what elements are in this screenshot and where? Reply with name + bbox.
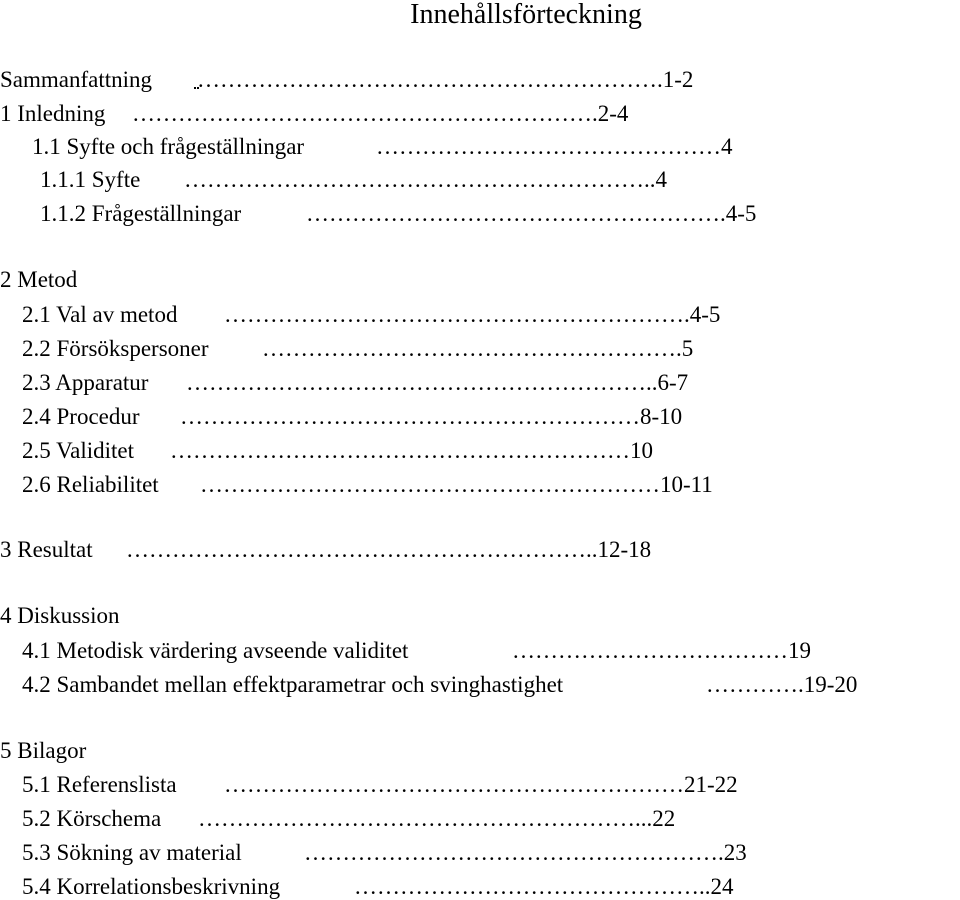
toc-entry-page: 5 [681, 336, 694, 361]
toc-entry-leader: ……………………………………………………..12-18 [126, 537, 652, 562]
toc-entry-2-1[interactable] [22, 302, 177, 328]
toc-entry-page: 8-10 [640, 404, 683, 429]
toc-entry-page: 1-2 [662, 67, 694, 92]
toc-entry-metod[interactable] [0, 267, 77, 293]
toc-entry-page: 2-4 [597, 101, 629, 126]
toc-entry-1-1[interactable] [32, 134, 304, 160]
toc-entry-leader: ……………………………………………………10 [170, 438, 653, 463]
toc-entry-2-3[interactable] [22, 370, 148, 396]
toc-entry-5-1[interactable] [22, 772, 177, 798]
toc-entry-leader: ………………………………………4 [376, 134, 733, 159]
page-title: Innehållsförteckning [410, 0, 642, 30]
toc-entry-label: 1.1.2 Frågeställningar [40, 201, 242, 226]
toc-entry-2-6[interactable] [22, 472, 159, 498]
toc-entry-diskussion[interactable] [0, 603, 120, 629]
toc-entry-inledning[interactable] [0, 101, 105, 127]
toc-entry-leader: ………………………………………..24 [354, 874, 734, 899]
toc-entry-page: 22 [652, 806, 676, 831]
toc-entry-label: 1.1.1 Syfte [40, 167, 141, 192]
toc-entry-4-1[interactable] [22, 638, 408, 664]
toc-entry-2-2[interactable] [22, 336, 209, 362]
toc-entry-page: 19-20 [803, 672, 858, 697]
toc-entry-leader: …………………………………………………….4-5 [224, 302, 721, 327]
toc-entry-label: 5.3 Sökning av material [22, 840, 242, 865]
toc-entry-1-1-1[interactable] [40, 167, 140, 193]
toc-entry-leader: ……………………………………………………8-10 [180, 404, 683, 429]
toc-entry-leader: ………….19-20 [706, 672, 858, 697]
toc-entry-leader: …………………………………………………….2-4 [132, 101, 629, 126]
toc-entry-leader: ……………………………………………….4-5 [306, 201, 757, 226]
toc-entry-page: 4 [655, 167, 667, 192]
toc-entry-label: 2.5 Validitet [22, 438, 135, 463]
toc-entry-label: 1.1 Syfte och frågeställningar [32, 134, 305, 159]
toc-entry-2-5[interactable] [22, 438, 134, 464]
toc-entry-page: 6-7 [657, 370, 689, 395]
toc-entry-label: 5.2 Körschema [22, 806, 162, 831]
toc-entry-page: 24 [710, 874, 734, 899]
toc-entry-label: 2.6 Reliabilitet [22, 472, 159, 497]
toc-entry-5-4[interactable] [22, 874, 280, 900]
toc-entry-bilagor[interactable] [0, 738, 86, 764]
toc-entry-page: 23 [723, 840, 747, 865]
toc-entry-label: 2.3 Apparatur [22, 370, 149, 395]
toc-entry-page: 10 [630, 438, 653, 463]
toc-entry-leader: …………………………………………………...22 [198, 806, 676, 831]
toc-entry-4-2[interactable] [22, 672, 563, 698]
toc-entry-page: 10-11 [660, 472, 713, 497]
toc-entry-page: 4-5 [689, 302, 721, 327]
toc-entry-label: 2.4 Procedur [22, 404, 140, 429]
toc-entry-label: 1 Inledning [0, 101, 106, 126]
toc-entry-label: 5 Bilagor [0, 738, 87, 763]
toc-entry-leader: ……………………………………………………21-22 [224, 772, 738, 797]
toc-entry-leader: ………………………………19 [512, 638, 811, 663]
toc-entry-2-4[interactable] [22, 404, 140, 430]
toc-entry-resultat[interactable] [0, 537, 93, 563]
toc-entry-5-2[interactable] [22, 806, 161, 832]
toc-entry-label: 3 Resultat [0, 537, 93, 562]
toc-entry-label: 4.1 Metodisk värdering avseende validitet [22, 638, 409, 663]
toc-entry-5-3[interactable] [22, 840, 242, 866]
toc-entry-leader: ……………………………………………………..6-7 [186, 370, 689, 395]
toc-entry-label: 2.2 Försökspersoner [22, 336, 209, 361]
toc-entry-label: 5.4 Korrelationsbeskrivning [22, 874, 281, 899]
toc-entry-label: Sammanfattning [0, 67, 153, 92]
toc-entry-leader: ……………………………………………….5 [262, 336, 694, 361]
toc-entry-page: 19 [788, 638, 811, 663]
toc-entry-page: 4 [721, 134, 733, 159]
toc-entry-1-1-2[interactable] [40, 201, 241, 227]
toc-entry-label: 2 Metod [0, 267, 78, 292]
toc-entry-label: 4.2 Sambandet mellan effektparametrar och svinghastighet [22, 672, 564, 697]
toc-entry-label: 4 Diskussion [0, 603, 120, 628]
toc-entry-leader: ……………………………………………….23 [304, 840, 747, 865]
toc-entry-leader: ……………………………………………………..4 [184, 167, 667, 192]
toc-entry-label: 5.1 Referenslista [22, 772, 177, 797]
toc-entry-label: 2.1 Val av metod [22, 302, 178, 327]
toc-entry-page: 12-18 [597, 537, 652, 562]
toc-entry-leader: …………………………………………………….1-2 [197, 67, 694, 92]
toc-entry-page: 21-22 [684, 772, 738, 797]
toc-entry-page: 4-5 [725, 201, 757, 226]
toc-entry-leader: ……………………………………………………10-11 [200, 472, 713, 497]
toc-entry-sammanfattning[interactable] [0, 67, 152, 93]
